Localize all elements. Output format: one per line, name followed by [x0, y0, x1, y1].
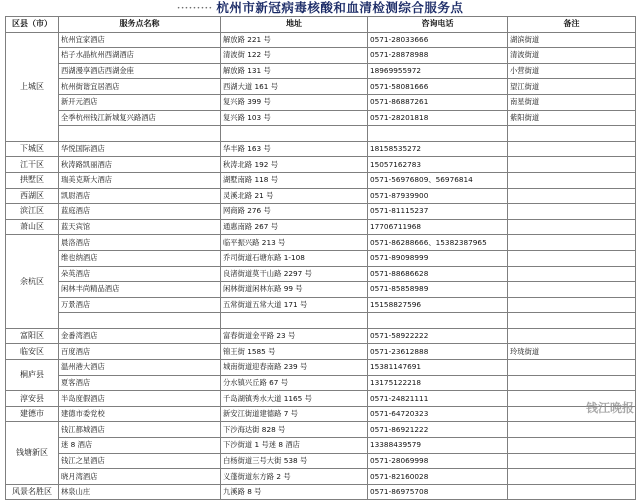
- phone-cell: 0571-28069998: [368, 453, 508, 469]
- address-cell: 五常街道五常大道 171 号: [221, 297, 368, 313]
- site-name-cell: 蓝天宾馆: [59, 219, 221, 235]
- district-cell: 临安区: [6, 344, 59, 360]
- table-row: [6, 313, 636, 329]
- phone-cell: 0571-89098999: [368, 250, 508, 266]
- table-row: [6, 126, 636, 142]
- header-phone: 咨询电话: [368, 17, 508, 33]
- table-row: [6, 141, 636, 157]
- header-row: [6, 17, 636, 33]
- phone-cell: [368, 313, 508, 329]
- address-cell: 网商路 276 号: [221, 204, 368, 220]
- note-cell: 小营街道: [508, 63, 636, 79]
- site-name-cell: 维也纳酒店: [59, 250, 221, 266]
- address-cell: 义蓬街道东方路 2 号: [221, 469, 368, 485]
- district-cell: 江干区: [6, 157, 59, 173]
- district-cell: 拱墅区: [6, 172, 59, 188]
- address-cell: 下沙海达街 828 号: [221, 422, 368, 438]
- note-cell: [508, 484, 636, 500]
- district-cell: 萧山区: [6, 219, 59, 235]
- table-row: [6, 48, 636, 64]
- site-name-cell: 温州港大酒店: [59, 360, 221, 376]
- address-cell: 解放路 131 号: [221, 63, 368, 79]
- phone-cell: 0571-58081666: [368, 79, 508, 95]
- phone-cell: 13175122218: [368, 375, 508, 391]
- address-cell: 白杨街道三号大街 538 号: [221, 453, 368, 469]
- site-name-cell: 万景酒店: [59, 297, 221, 313]
- note-cell: [508, 219, 636, 235]
- table-row: [6, 32, 636, 48]
- site-name-cell: 金番湾酒店: [59, 328, 221, 344]
- phone-cell: 0571-56976809、56976814: [368, 172, 508, 188]
- table-row: [6, 484, 636, 500]
- site-name-cell: 百度酒店: [59, 344, 221, 360]
- district-cell: 桐庐县: [6, 360, 59, 391]
- district-cell: 上城区: [6, 32, 59, 141]
- phone-cell: 0571-24821111: [368, 391, 508, 407]
- address-cell: 城南街道迎春南路 239 号: [221, 360, 368, 376]
- note-cell: [508, 235, 636, 251]
- table-row: [6, 235, 636, 251]
- table-row: [6, 266, 636, 282]
- district-cell: 淳安县: [6, 391, 59, 407]
- note-cell: [508, 313, 636, 329]
- table-row: [6, 204, 636, 220]
- table-row: [6, 63, 636, 79]
- table-row: [6, 219, 636, 235]
- address-cell: 锦王街 1585 号: [221, 344, 368, 360]
- address-cell: 九溪路 8 号: [221, 484, 368, 500]
- note-cell: [508, 469, 636, 485]
- site-name-cell: 秋涛路凯丽酒店: [59, 157, 221, 173]
- phone-cell: 0571-64720323: [368, 406, 508, 422]
- note-cell: [508, 250, 636, 266]
- site-name-cell: 迷 8 酒店: [59, 438, 221, 454]
- note-cell: 紫阳街道: [508, 110, 636, 126]
- page-title: [0, 0, 640, 15]
- site-name-cell: 杭州街谐宜居酒店: [59, 79, 221, 95]
- note-cell: [508, 422, 636, 438]
- site-name-cell: [59, 126, 221, 142]
- site-name-cell: 凯尉酒店: [59, 188, 221, 204]
- table-row: [6, 157, 636, 173]
- table-row: [6, 422, 636, 438]
- note-cell: 望江街道: [508, 79, 636, 95]
- site-name-cell: 全季杭州钱江新城复兴路酒店: [59, 110, 221, 126]
- note-cell: [508, 188, 636, 204]
- address-cell: 解放路 221 号: [221, 32, 368, 48]
- phone-cell: 0571-86921222: [368, 422, 508, 438]
- table-row: [6, 110, 636, 126]
- site-name-cell: 晓月湾酒店: [59, 469, 221, 485]
- phone-cell: 0571-86887261: [368, 94, 508, 110]
- header-site: 服务点名称: [59, 17, 221, 33]
- phone-cell: 0571-88686628: [368, 266, 508, 282]
- site-name-cell: 钱江都城酒店: [59, 422, 221, 438]
- title-text: 杭州市新冠病毒核酸和血清检测综合服务点: [216, 0, 464, 15]
- address-cell: 清波街 122 号: [221, 48, 368, 64]
- address-cell: 下沙街道 1 号迷 8 酒店: [221, 438, 368, 454]
- address-cell: [221, 126, 368, 142]
- service-points-table: [5, 16, 636, 500]
- phone-cell: 0571-28033666: [368, 32, 508, 48]
- site-name-cell: 杭州宜家酒店: [59, 32, 221, 48]
- watermark-logo: 钱江晚报: [585, 401, 634, 415]
- address-cell: 湖墅南路 118 号: [221, 172, 368, 188]
- address-cell: 千岛湖镇秀水大道 1165 号: [221, 391, 368, 407]
- site-name-cell: 林泉山庄: [59, 484, 221, 500]
- phone-cell: 15158827596: [368, 297, 508, 313]
- site-name-cell: 闲林丰尚精品酒店: [59, 282, 221, 298]
- address-cell: 复兴路 103 号: [221, 110, 368, 126]
- address-cell: 分水镇兴丘路 67 号: [221, 375, 368, 391]
- site-name-cell: 钱江之星酒店: [59, 453, 221, 469]
- site-name-cell: 建德市委党校: [59, 406, 221, 422]
- site-name-cell: 蓝庭酒店: [59, 204, 221, 220]
- header-note: 备注: [508, 17, 636, 33]
- note-cell: [508, 266, 636, 282]
- district-cell: 风景名胜区: [6, 484, 59, 500]
- district-cell: 滨江区: [6, 204, 59, 220]
- phone-cell: 0571-28878988: [368, 48, 508, 64]
- phone-cell: 0571-82160028: [368, 469, 508, 485]
- district-cell: 西湖区: [6, 188, 59, 204]
- table-row: [6, 250, 636, 266]
- phone-cell: 0571-87939900: [368, 188, 508, 204]
- phone-cell: 13388439579: [368, 438, 508, 454]
- site-name-cell: 西湖漫享酒店西湖金座: [59, 63, 221, 79]
- table-row: [6, 375, 636, 391]
- phone-cell: 0571-23612888: [368, 344, 508, 360]
- table-row: [6, 438, 636, 454]
- address-cell: 秋涛北路 192 号: [221, 157, 368, 173]
- note-cell: [508, 438, 636, 454]
- address-cell: 通惠南路 267 号: [221, 219, 368, 235]
- site-name-cell: 朵英酒店: [59, 266, 221, 282]
- note-cell: [508, 172, 636, 188]
- note-cell: [508, 157, 636, 173]
- note-cell: [508, 126, 636, 142]
- table-row: [6, 282, 636, 298]
- site-name-cell: [59, 313, 221, 329]
- note-cell: [508, 453, 636, 469]
- table-row: [6, 328, 636, 344]
- title-dots: ·········: [176, 0, 213, 15]
- site-name-cell: 夏客酒店: [59, 375, 221, 391]
- note-cell: [508, 204, 636, 220]
- address-cell: 富春街道金平路 23 号: [221, 328, 368, 344]
- note-cell: [508, 282, 636, 298]
- note-cell: [508, 297, 636, 313]
- address-cell: [221, 313, 368, 329]
- address-cell: 临平振兴路 213 号: [221, 235, 368, 251]
- district-cell: 建德市: [6, 406, 59, 422]
- site-name-cell: 瑞美克斯大酒店: [59, 172, 221, 188]
- note-cell: [508, 328, 636, 344]
- address-cell: 闲林街道闲林东路 99 号: [221, 282, 368, 298]
- note-cell: 湖滨街道: [508, 32, 636, 48]
- table-row: [6, 79, 636, 95]
- district-cell: 富阳区: [6, 328, 59, 344]
- header-district: 区县（市）: [6, 17, 59, 33]
- site-name-cell: 新开元酒店: [59, 94, 221, 110]
- site-name-cell: 晨洛酒店: [59, 235, 221, 251]
- phone-cell: 0571-85858989: [368, 282, 508, 298]
- note-cell: 玲珑街道: [508, 344, 636, 360]
- phone-cell: 18158535272: [368, 141, 508, 157]
- site-name-cell: 桔子水晶杭州西湖酒店: [59, 48, 221, 64]
- phone-cell: 0571-28201818: [368, 110, 508, 126]
- phone-cell: 15381147691: [368, 360, 508, 376]
- address-cell: 灵溪北路 21 号: [221, 188, 368, 204]
- phone-cell: 0571-81115237: [368, 204, 508, 220]
- phone-cell: 0571-86975708: [368, 484, 508, 500]
- phone-cell: 15057162783: [368, 157, 508, 173]
- phone-cell: 0571-86288666、15382387965: [368, 235, 508, 251]
- table-row: [6, 297, 636, 313]
- address-cell: 新安江街道建德路 7 号: [221, 406, 368, 422]
- note-cell: [508, 141, 636, 157]
- address-cell: 乔司街道石塘东路 1-108: [221, 250, 368, 266]
- address-cell: 复兴路 399 号: [221, 94, 368, 110]
- district-cell: 下城区: [6, 141, 59, 157]
- header-address: 地址: [221, 17, 368, 33]
- table-row: [6, 391, 636, 407]
- table-row: [6, 188, 636, 204]
- note-cell: 南星街道: [508, 94, 636, 110]
- phone-cell: 18969955972: [368, 63, 508, 79]
- address-cell: 华丰路 163 号: [221, 141, 368, 157]
- table-row: [6, 172, 636, 188]
- phone-cell: 17706711968: [368, 219, 508, 235]
- note-cell: 清波街道: [508, 48, 636, 64]
- phone-cell: [368, 126, 508, 142]
- table-row: [6, 344, 636, 360]
- site-name-cell: 华悦国际酒店: [59, 141, 221, 157]
- district-cell: 钱塘新区: [6, 422, 59, 484]
- table-body: [6, 32, 636, 500]
- site-name-cell: 半岛度假酒店: [59, 391, 221, 407]
- note-cell: [508, 375, 636, 391]
- table-row: [6, 453, 636, 469]
- table-row: [6, 94, 636, 110]
- address-cell: 良渚街道莫干山路 2297 号: [221, 266, 368, 282]
- table-row: [6, 360, 636, 376]
- note-cell: [508, 360, 636, 376]
- district-cell: 余杭区: [6, 235, 59, 329]
- address-cell: 西湖大道 161 号: [221, 79, 368, 95]
- table-row: [6, 469, 636, 485]
- phone-cell: 0571-58922222: [368, 328, 508, 344]
